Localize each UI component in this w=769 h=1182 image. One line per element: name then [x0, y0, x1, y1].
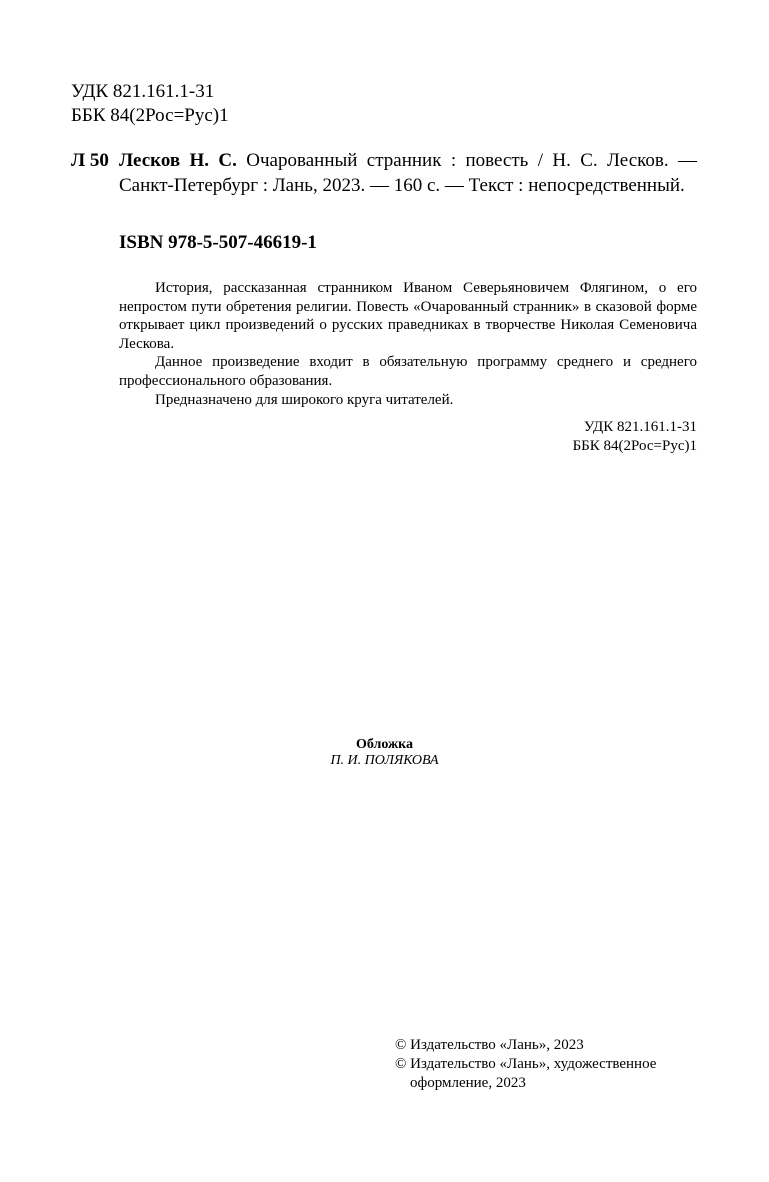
- bibliographic-text: Очарованный странник : повесть / Н. С. Лесков. — Санкт-Петербург : Лань, 2023. — 160 с. — Текст : непосредственный.: [119, 150, 698, 196]
- bbk-code-repeat: ББК 84(2Рос=Рус)1: [572, 438, 697, 454]
- copyright-line: © Издательство «Лань», художественное: [395, 1056, 657, 1072]
- bbk-code: ББК 84(2Рос=Рус)1: [71, 105, 229, 126]
- annotation-paragraph: История, рассказанная странником Иваном Северьяновичем Флягином, о его непростом пути обретения религии. Повесть «Очарованный странник» в сказовой форме открывает цикл произведений о русских праведниках в творчестве Николая Семеновича Лескова.: [119, 280, 697, 352]
- cover-artist: П. И. ПОЛЯКОВА: [330, 753, 439, 768]
- author-sign: Л 50: [71, 150, 109, 171]
- classification-codes: [71, 80, 229, 128]
- copyright-block: [395, 1036, 705, 1093]
- cover-credit: [0, 737, 769, 769]
- author-name: Лесков Н. С.: [119, 150, 237, 171]
- bibliographic-entry: [71, 148, 697, 198]
- copyright-line: © Издательство «Лань», 2023: [395, 1037, 584, 1053]
- copyright-line-continuation: оформление, 2023: [410, 1075, 526, 1091]
- bibliographic-description: [119, 148, 697, 198]
- annotation-paragraph: Данное произведение входит в обязательную программу среднего и среднего профессионального образования.: [119, 354, 697, 389]
- udk-code-repeat: УДК 821.161.1-31: [583, 419, 697, 435]
- cover-label: Обложка: [355, 737, 414, 752]
- udk-code: УДК 821.161.1-31: [71, 81, 215, 102]
- isbn: ISBN 978-5-507-46619-1: [119, 232, 317, 253]
- annotation-paragraph: Предназначено для широкого круга читателей.: [155, 391, 454, 408]
- annotation: [119, 279, 697, 409]
- classification-codes-repeat: [573, 418, 697, 456]
